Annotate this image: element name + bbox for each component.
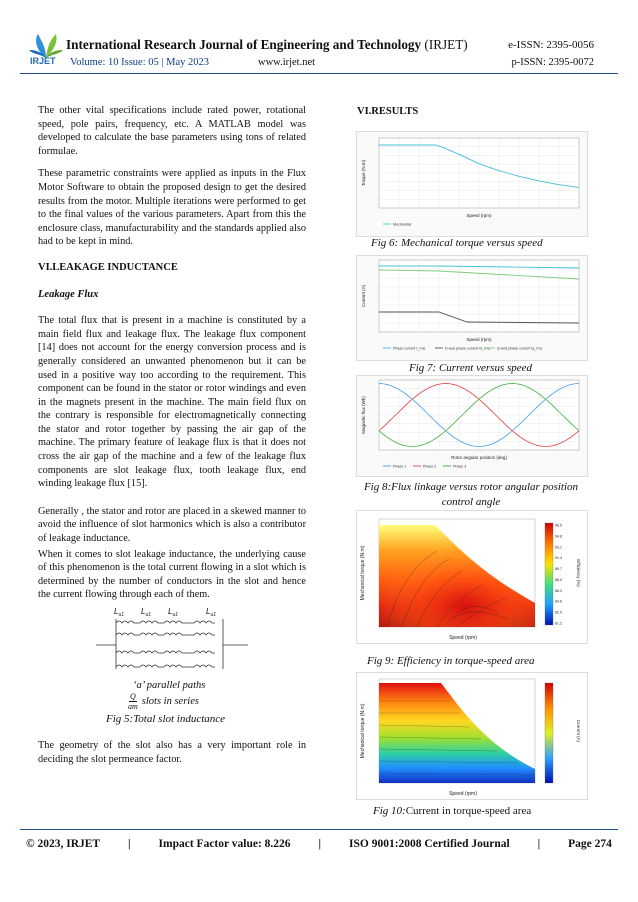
footer: [26, 838, 612, 850]
journal-title-abbrev: (IRJET): [424, 37, 468, 52]
fig9-xlabel: Speed (rpm): [449, 635, 477, 641]
y-axis-label: Torque (N.m): [361, 159, 366, 187]
colorbar-tick: 88.0: [555, 577, 562, 582]
footer-divider: [20, 829, 618, 830]
subheading: Leakage Flux: [38, 288, 99, 300]
colorbar-tick: 86.3: [555, 588, 562, 593]
fig10-ylabel: Mechanical torque (N.m): [360, 703, 366, 759]
fig6-chart: [356, 131, 588, 237]
page-number: Page 274: [568, 838, 612, 850]
journal-title-main: International Research Journal of Engineering and Technology: [66, 37, 422, 52]
fig10-caption-text: Current in torque-speed area: [405, 805, 532, 817]
colorbar-tick: 82.9: [555, 610, 562, 615]
x-axis-label: Speed (rpm): [466, 213, 492, 218]
left-column: [38, 104, 306, 611]
colorbar-tick: 93.1: [555, 545, 562, 550]
fig10-caption-prefix: Fig 10:: [373, 805, 406, 817]
colorbar-tick: 89.7: [555, 567, 562, 572]
legend-entry: Phase 2: [423, 464, 437, 469]
logo-text: IRJET: [30, 56, 56, 66]
y-axis-label: Current (A): [361, 284, 366, 308]
legend-entry: D-axis phase current Id_rms: [445, 346, 491, 351]
fraction-numerator: Q: [130, 692, 136, 701]
fig8-caption-line1: Fig 8:Flux linkage versus rotor angular position: [363, 481, 579, 493]
paragraph: These parametric constraints were applied as inputs in the Flux Motor Software to obtain the proposed design to get the desired results from the motor. Multiple iterations were performed to get to the final values of the various parameters. Apart from this the enclosure class, manufacturability and the standards applied also had to be kept in mind.: [38, 168, 306, 248]
fig9-caption: Fig 9: Efficiency in torque-speed area: [367, 655, 535, 667]
fig9-ylabel: Mechanical torque (N.m): [360, 545, 366, 601]
section-heading: VI.LEAKAGE INDUCTANCE: [38, 261, 178, 273]
fig10-caption: [373, 805, 531, 817]
legend-entry: Phase 1: [393, 464, 407, 469]
paragraph: The total flux that is present in a machine is constituted by a main field flux and leakage flux. The leakage flux component [14] does not account for the energy conversion process and is generally considered an unwanted phenomenon but it can be used in a positive way too according to the requirement. This component can be found in the stator or rotor windings and even in the magnets present in the machine. The main field flux on the contrary is responsible for electromagnetically connecting the stator and rotor together by passing the air gap of the machine. The primary feature of leakage flux is that it does not cross the air gap of the machine and a few of the leakage flux components are slot leakage flux, tooth leakage flux, end winding leakage flux [15].: [38, 315, 306, 490]
website-link[interactable]: www.irjet.net: [258, 57, 316, 68]
fig7-caption: Fig 7: Current versus speed: [409, 362, 533, 374]
colorbar-tick: 96.5: [555, 523, 562, 528]
inductor-label: $L_{u1}$: [114, 607, 125, 618]
colorbar-tick: 84.6: [555, 599, 562, 604]
paragraph: The geometry of the slot also has a very important role in deciding the slot permeance factor.: [38, 740, 306, 765]
eissn: e-ISSN: 2395-0056: [508, 39, 594, 51]
fig10-colorbar-label: Current (A): [576, 719, 581, 743]
colorbar-tick: 81.2: [555, 621, 562, 626]
fig8-chart: [356, 375, 588, 477]
fig6-caption: Fig 6: Mechanical torque versus speed: [371, 237, 543, 249]
fig9-chart: [356, 510, 588, 644]
pissn: p-ISSN: 2395-0072: [511, 57, 594, 68]
volume-info: Volume: 10 Issue: 05 | May 2023: [70, 57, 209, 68]
fig9-colorbar-label: Efficiency (%): [576, 559, 581, 587]
colorbar-tick: 91.4: [555, 556, 562, 561]
x-axis-label: Rotor angular position (deg): [451, 455, 507, 460]
fig8-caption: [358, 480, 584, 510]
slots-in-series: [128, 692, 199, 711]
series-label: slots in series: [141, 696, 199, 707]
fig10-xlabel: Speed (rpm): [449, 791, 477, 797]
paragraph: The other vital specifications include rated power, rotational speed, pole pairs, frequency, etc. A MATLAB model was developed to calculate the base parameters using tons of related formulae.: [38, 105, 306, 157]
journal-title: [66, 37, 468, 53]
legend-entry: Phase current I_rms: [393, 346, 426, 351]
footer-separator: |: [537, 838, 541, 850]
fig8-caption-line2: control angle: [441, 496, 501, 508]
impact-factor: Impact Factor value: 8.226: [158, 838, 291, 850]
paragraph: Generally , the stator and rotor are placed in a skewed manner to avoid the influence of slot harmonics which is also a contributor of leakage inductance.: [38, 505, 306, 545]
fig5-caption: Fig 5:Total slot inductance: [106, 713, 226, 725]
iso-certification: ISO 9001:2008 Certified Journal: [349, 838, 510, 850]
y-axis-label: Magnetic flux (Wb): [361, 396, 366, 434]
x-axis-label: Speed (rpm): [466, 337, 492, 342]
fraction-denominator: am: [128, 702, 138, 711]
inductor-label: $L_{u1}$: [168, 607, 179, 618]
fig7-chart: [356, 255, 588, 361]
inductor-label: $L_{u1}$: [206, 607, 217, 618]
left-column-end: [38, 739, 306, 775]
paragraph: When it comes to slot leakage inductance, the underlying cause of this phenomenon is the total current flowing in a slot which is determined by the number of conductors in the slot and hence the current flowing through each of them.: [38, 548, 306, 601]
colorbar-tick: 94.8: [555, 534, 562, 539]
copyright: © 2023, IRJET: [26, 838, 101, 850]
header-divider: [20, 73, 618, 74]
results-heading: VI.RESULTS: [357, 106, 419, 117]
slot-inductance-circuit: [88, 605, 268, 677]
fig10-chart: [356, 672, 588, 800]
footer-separator: |: [128, 838, 131, 850]
legend-entry: Mechanical: [393, 222, 412, 227]
legend-entry: Phase 3: [453, 464, 467, 469]
inductor-label: $L_{u1}$: [141, 607, 152, 618]
parallel-paths-label: ‘a’ parallel paths: [133, 680, 206, 691]
legend-entry: Q-axis phase current Iq_rms: [497, 346, 543, 351]
footer-separator: |: [318, 838, 322, 850]
